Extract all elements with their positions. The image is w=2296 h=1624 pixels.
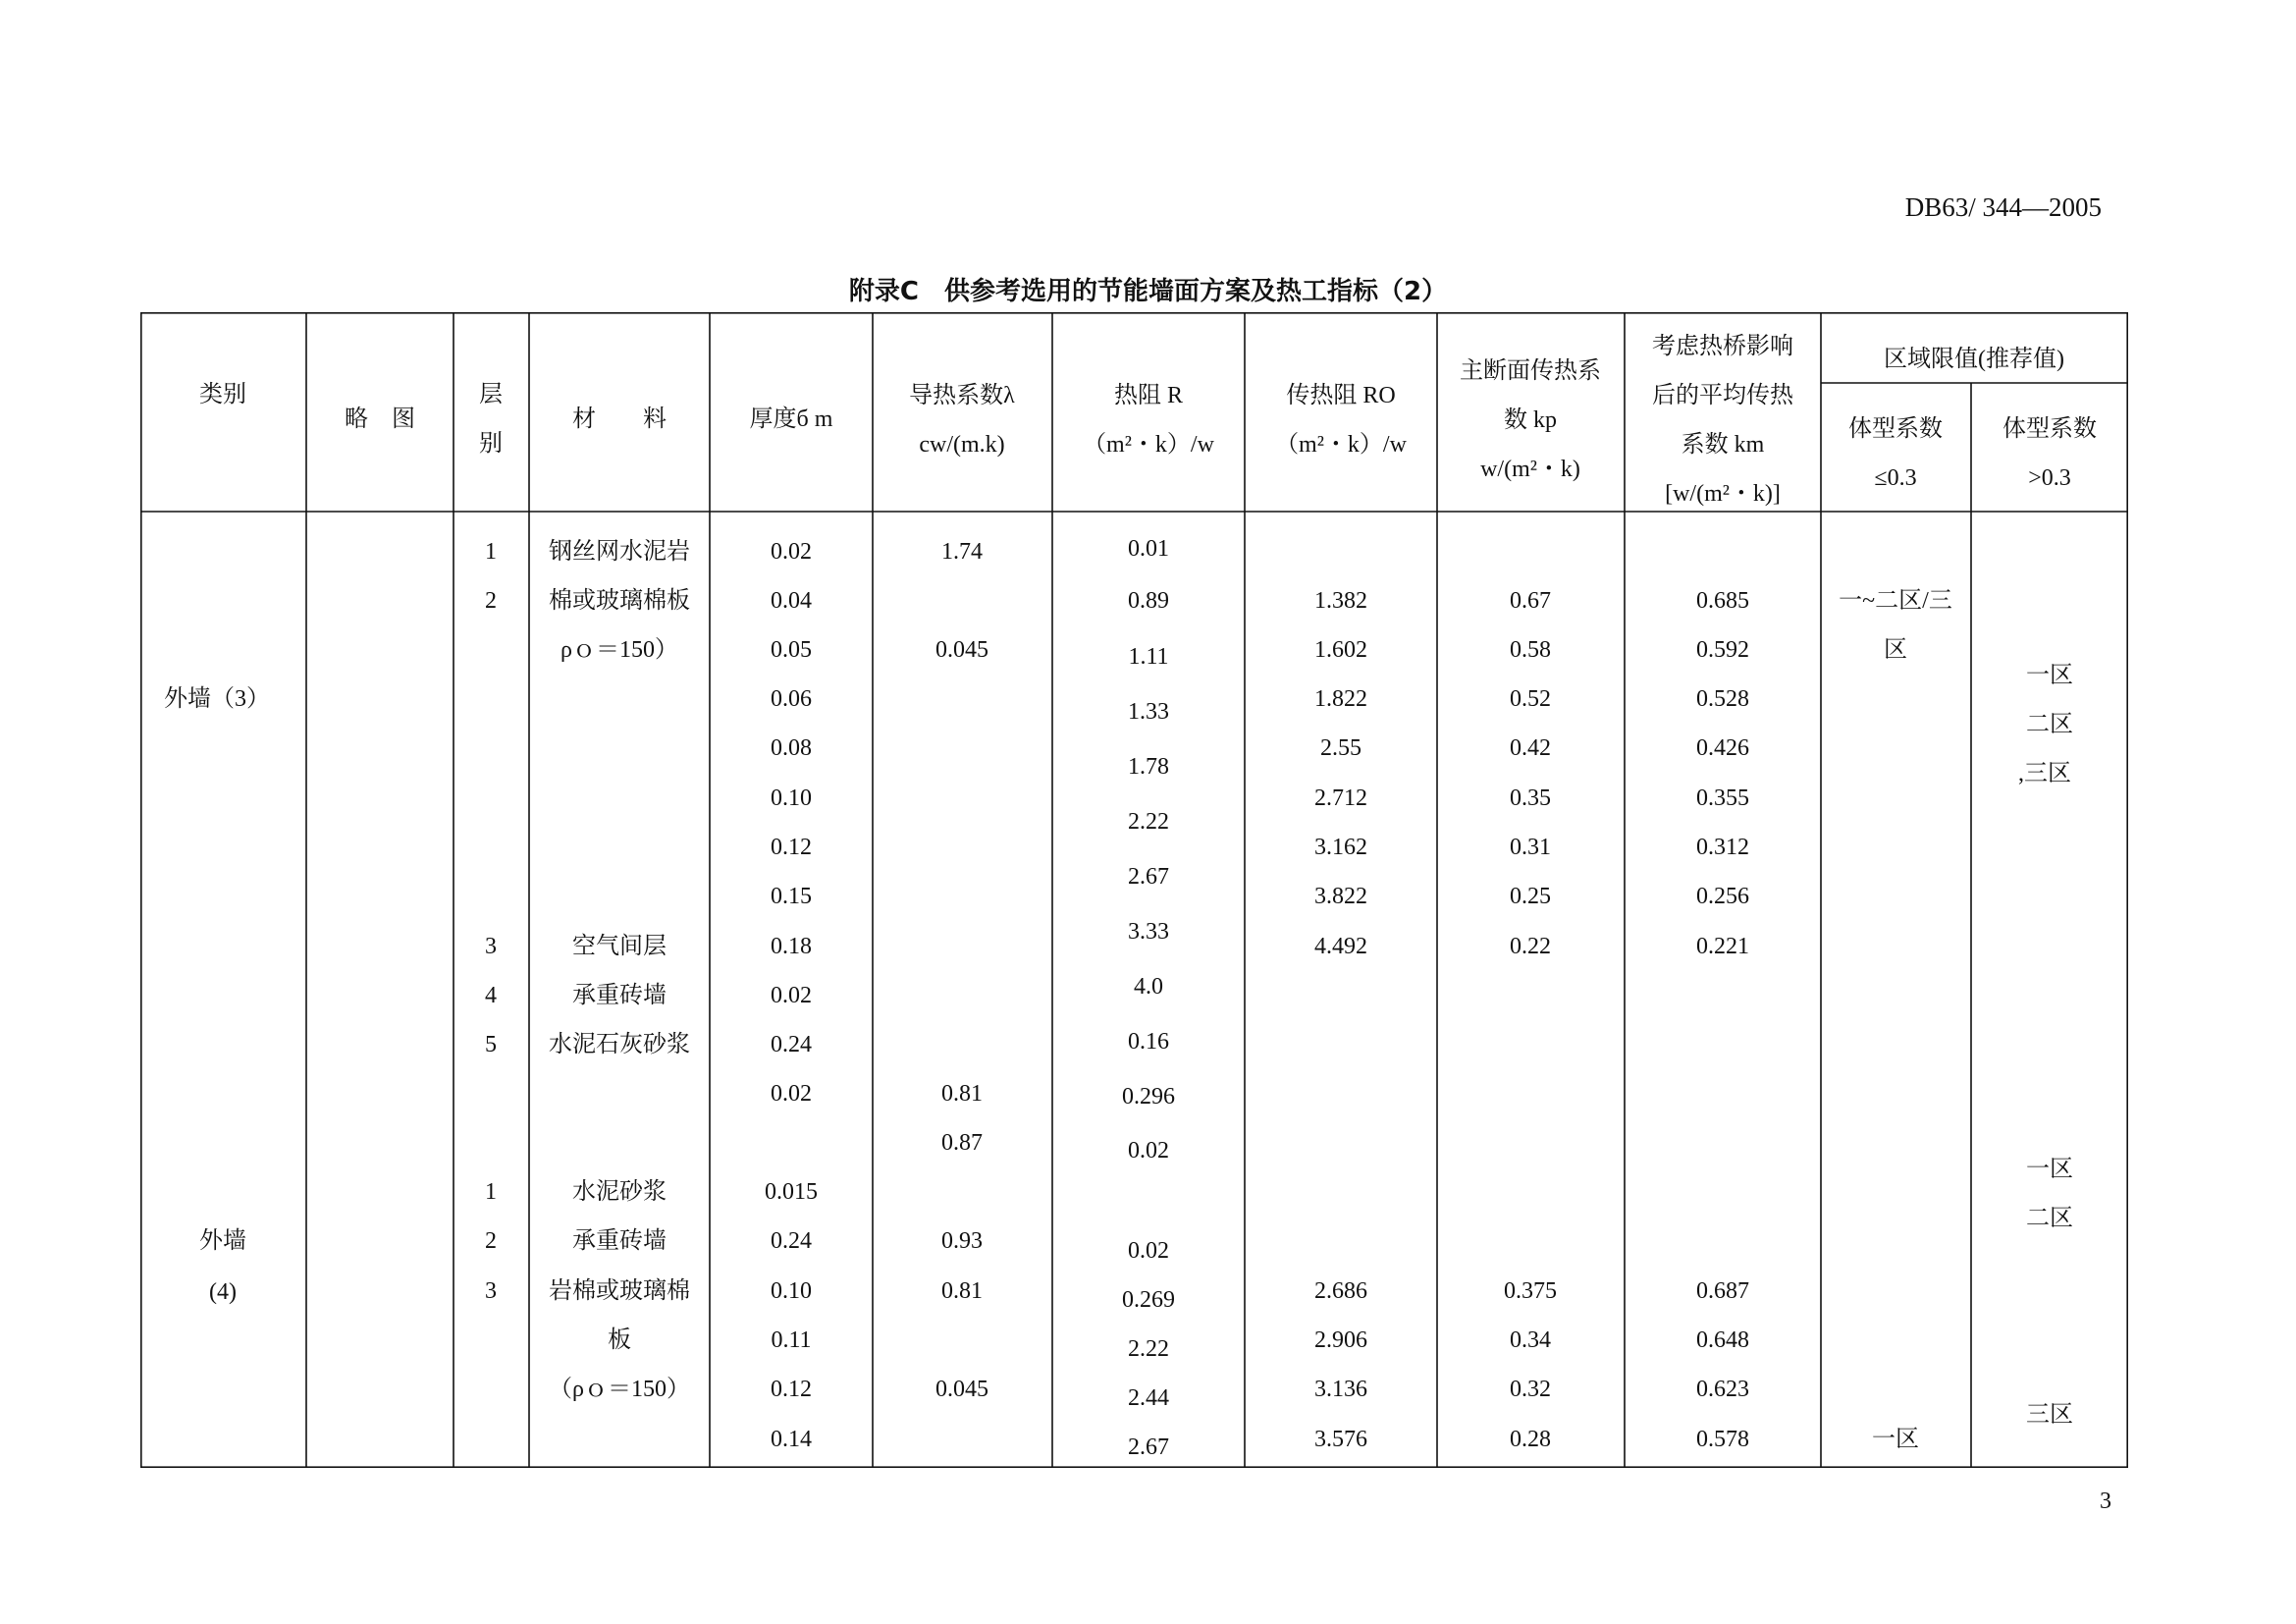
header-shape-gt-1: 体型系数 [2002, 416, 2097, 442]
wall3-avg-coeff: 0.312 [1696, 835, 1749, 860]
wall4-thickness: 0.015 [765, 1179, 818, 1205]
wall3-zone-gt: ,三区 [2018, 761, 2071, 786]
wall3-thickness: 0.08 [771, 735, 812, 761]
header-resistance-1: 热阻 R [1113, 383, 1184, 408]
wall3-main-coeff: 0.52 [1510, 686, 1551, 712]
wall3-thickness: 0.02 [771, 983, 812, 1008]
header-transfer-resistance-1: 传热阻 RO [1286, 383, 1396, 408]
wall3-resistance: 1.78 [1128, 754, 1169, 780]
wall4-zone-gt: 二区 [2026, 1206, 2073, 1231]
wall3-resistance: 0.01 [1128, 536, 1169, 562]
wall3-conductivity: 1.74 [941, 539, 983, 565]
wall3-material: 钢丝网水泥岩 [549, 539, 690, 565]
wall3-resistance: 0.16 [1128, 1029, 1169, 1055]
wall4-material: 水泥砂浆 [572, 1179, 667, 1205]
wall3-main-coeff: 0.58 [1510, 637, 1551, 663]
table-title: 附录C 供参考选用的节能墙面方案及热工指标（2） [848, 277, 1448, 306]
wall3-zone-le: 一~二区/三 [1839, 588, 1952, 614]
wall4-zone-le: 一区 [1872, 1427, 1919, 1452]
wall4-layer: 2 [485, 1228, 497, 1254]
wall4-avg-coeff: 0.578 [1696, 1427, 1749, 1452]
wall4-avg-coeff: 0.623 [1696, 1377, 1749, 1402]
wall3-resistance: 2.67 [1128, 864, 1169, 890]
category-wall4: 外墙 [199, 1228, 246, 1254]
wall4-zone-gt: 一区 [2026, 1157, 2073, 1182]
wall4-thickness: 0.24 [771, 1228, 812, 1254]
wall3-thickness: 0.15 [771, 884, 812, 909]
wall3-avg-coeff: 0.221 [1696, 934, 1749, 959]
wall3-layer: 2 [485, 588, 497, 614]
wall3-transfer-resistance: 3.162 [1314, 835, 1367, 860]
header-main-coeff-2: 数 kp [1504, 407, 1557, 433]
wall3-avg-coeff: 0.685 [1696, 588, 1749, 614]
header-avg-coeff-2: 后的平均传热 [1652, 383, 1793, 408]
wall3-thickness: 0.18 [771, 934, 812, 959]
wall3-resistance: 3.33 [1128, 919, 1169, 945]
wall4-material: 承重砖墙 [572, 1228, 667, 1254]
wall3-layer: 1 [485, 539, 497, 565]
wall4-thickness: 0.10 [771, 1278, 812, 1304]
wall3-material: 空气间层 [572, 934, 667, 959]
wall4-main-coeff: 0.28 [1510, 1427, 1551, 1452]
wall3-transfer-resistance: 1.382 [1314, 588, 1367, 614]
wall4-main-coeff: 0.32 [1510, 1377, 1551, 1402]
header-resistance-2: （m²・k）/w [1083, 432, 1214, 458]
wall3-layer: 3 [485, 934, 497, 959]
header-zone-limit: 区域限值(推荐值) [1884, 347, 2064, 372]
wall4-main-coeff: 0.34 [1510, 1327, 1551, 1353]
header-conductivity-1: 导热系数λ [909, 383, 1015, 408]
header-material: 材 料 [572, 406, 667, 432]
wall3-avg-coeff: 0.256 [1696, 884, 1749, 909]
wall4-conductivity: 0.81 [941, 1278, 983, 1304]
wall3-zone-gt: 一区 [2026, 663, 2073, 688]
wall3-transfer-resistance: 1.822 [1314, 686, 1367, 712]
wall3-thickness: 0.24 [771, 1032, 812, 1057]
header-main-coeff-3: w/(m²・k) [1480, 457, 1580, 482]
wall4-resistance: 2.67 [1128, 1435, 1169, 1460]
wall3-transfer-resistance: 4.492 [1314, 934, 1367, 959]
page-number: 3 [2100, 1489, 2111, 1514]
header-avg-coeff-3: 系数 km [1681, 432, 1765, 458]
wall3-thickness: 0.12 [771, 835, 812, 860]
category-wall3: 外墙（3） [164, 686, 270, 712]
header-avg-coeff-1: 考虑热桥影响 [1652, 334, 1793, 359]
wall4-avg-coeff: 0.648 [1696, 1327, 1749, 1353]
wall3-main-coeff: 0.35 [1510, 785, 1551, 811]
wall3-layer: 5 [485, 1032, 497, 1057]
wall3-thickness: 0.02 [771, 1081, 812, 1107]
header-shape-gt-2: >0.3 [2028, 465, 2071, 491]
wall4-thickness: 0.12 [771, 1377, 812, 1402]
wall3-thickness: 0.04 [771, 588, 812, 614]
header-transfer-resistance-2: （m²・k）/w [1275, 432, 1407, 458]
header-thickness: 厚度б m [749, 406, 833, 432]
wall4-layer: 3 [485, 1278, 497, 1304]
document-code: DB63/ 344—2005 [1904, 192, 2102, 222]
wall3-thickness: 0.05 [771, 637, 812, 663]
header-shape-le-2: ≤0.3 [1874, 465, 1917, 491]
wall3-conductivity: 0.81 [941, 1081, 983, 1107]
header-layer-2: 别 [479, 431, 503, 457]
wall3-thickness: 0.06 [771, 686, 812, 712]
wall4-transfer-resistance: 2.906 [1314, 1327, 1367, 1353]
wall3-resistance: 0.296 [1122, 1084, 1175, 1110]
wall3-transfer-resistance: 3.822 [1314, 884, 1367, 909]
wall3-resistance: 0.89 [1128, 588, 1169, 614]
data-table [140, 312, 2128, 1468]
wall4-thickness: 0.11 [771, 1327, 812, 1353]
wall4-transfer-resistance: 2.686 [1314, 1278, 1367, 1304]
wall4-layer: 1 [485, 1179, 497, 1205]
wall3-material: 承重砖墙 [572, 983, 667, 1008]
wall3-resistance: 4.0 [1134, 974, 1163, 1000]
wall3-layer: 4 [485, 983, 497, 1008]
wall4-main-coeff: 0.375 [1504, 1278, 1557, 1304]
wall3-material: 棉或玻璃棉板 [549, 588, 690, 614]
wall3-avg-coeff: 0.592 [1696, 637, 1749, 663]
wall3-avg-coeff: 0.426 [1696, 735, 1749, 761]
wall4-resistance: 2.22 [1128, 1336, 1169, 1362]
wall3-material: ρｏ＝150） [561, 637, 678, 663]
header-category: 类别 [199, 382, 246, 407]
wall3-main-coeff: 0.67 [1510, 588, 1551, 614]
header-main-coeff-1: 主断面传热系 [1460, 358, 1601, 384]
wall3-avg-coeff: 0.528 [1696, 686, 1749, 712]
wall4-transfer-resistance: 3.576 [1314, 1427, 1367, 1452]
wall3-main-coeff: 0.22 [1510, 934, 1551, 959]
wall4-material: （ρｏ＝150） [549, 1377, 690, 1402]
wall4-resistance: 0.269 [1122, 1287, 1175, 1313]
wall3-transfer-resistance: 1.602 [1314, 637, 1367, 663]
wall4-conductivity: 0.045 [935, 1377, 988, 1402]
header-layer-1: 层 [479, 382, 503, 407]
wall3-resistance: 2.22 [1128, 809, 1169, 835]
wall3-avg-coeff: 0.355 [1696, 785, 1749, 811]
wall3-zone-le: 区 [1884, 637, 1907, 663]
wall3-main-coeff: 0.31 [1510, 835, 1551, 860]
wall4-zone-gt: 三区 [2026, 1402, 2073, 1428]
wall3-transfer-resistance: 2.712 [1314, 785, 1367, 811]
header-sketch: 略 图 [345, 406, 415, 432]
header-conductivity-2: cw/(m.k) [919, 432, 1005, 458]
wall3-transfer-resistance: 2.55 [1320, 735, 1362, 761]
wall3-resistance: 1.11 [1128, 644, 1169, 670]
wall3-thickness: 0.10 [771, 785, 812, 811]
wall4-conductivity: 0.93 [941, 1228, 983, 1254]
wall3-zone-gt: 二区 [2026, 712, 2073, 737]
header-avg-coeff-4: [w/(m²・k)] [1665, 481, 1781, 507]
wall3-conductivity: 0.045 [935, 637, 988, 663]
wall3-resistance: 0.02 [1128, 1138, 1169, 1164]
wall4-resistance: 2.44 [1128, 1385, 1169, 1411]
wall4-thickness: 0.14 [771, 1427, 812, 1452]
wall3-conductivity: 0.87 [941, 1130, 983, 1156]
header-shape-le-1: 体型系数 [1848, 416, 1943, 442]
wall4-resistance: 0.02 [1128, 1238, 1169, 1264]
wall3-main-coeff: 0.25 [1510, 884, 1551, 909]
wall4-material: 板 [608, 1327, 631, 1353]
wall4-avg-coeff: 0.687 [1696, 1278, 1749, 1304]
wall3-main-coeff: 0.42 [1510, 735, 1551, 761]
wall4-transfer-resistance: 3.136 [1314, 1377, 1367, 1402]
wall4-material: 岩棉或玻璃棉 [549, 1278, 690, 1304]
wall3-material: 水泥石灰砂浆 [549, 1032, 690, 1057]
wall3-thickness: 0.02 [771, 539, 812, 565]
wall3-resistance: 1.33 [1128, 699, 1169, 725]
category-wall4: (4) [209, 1279, 237, 1305]
